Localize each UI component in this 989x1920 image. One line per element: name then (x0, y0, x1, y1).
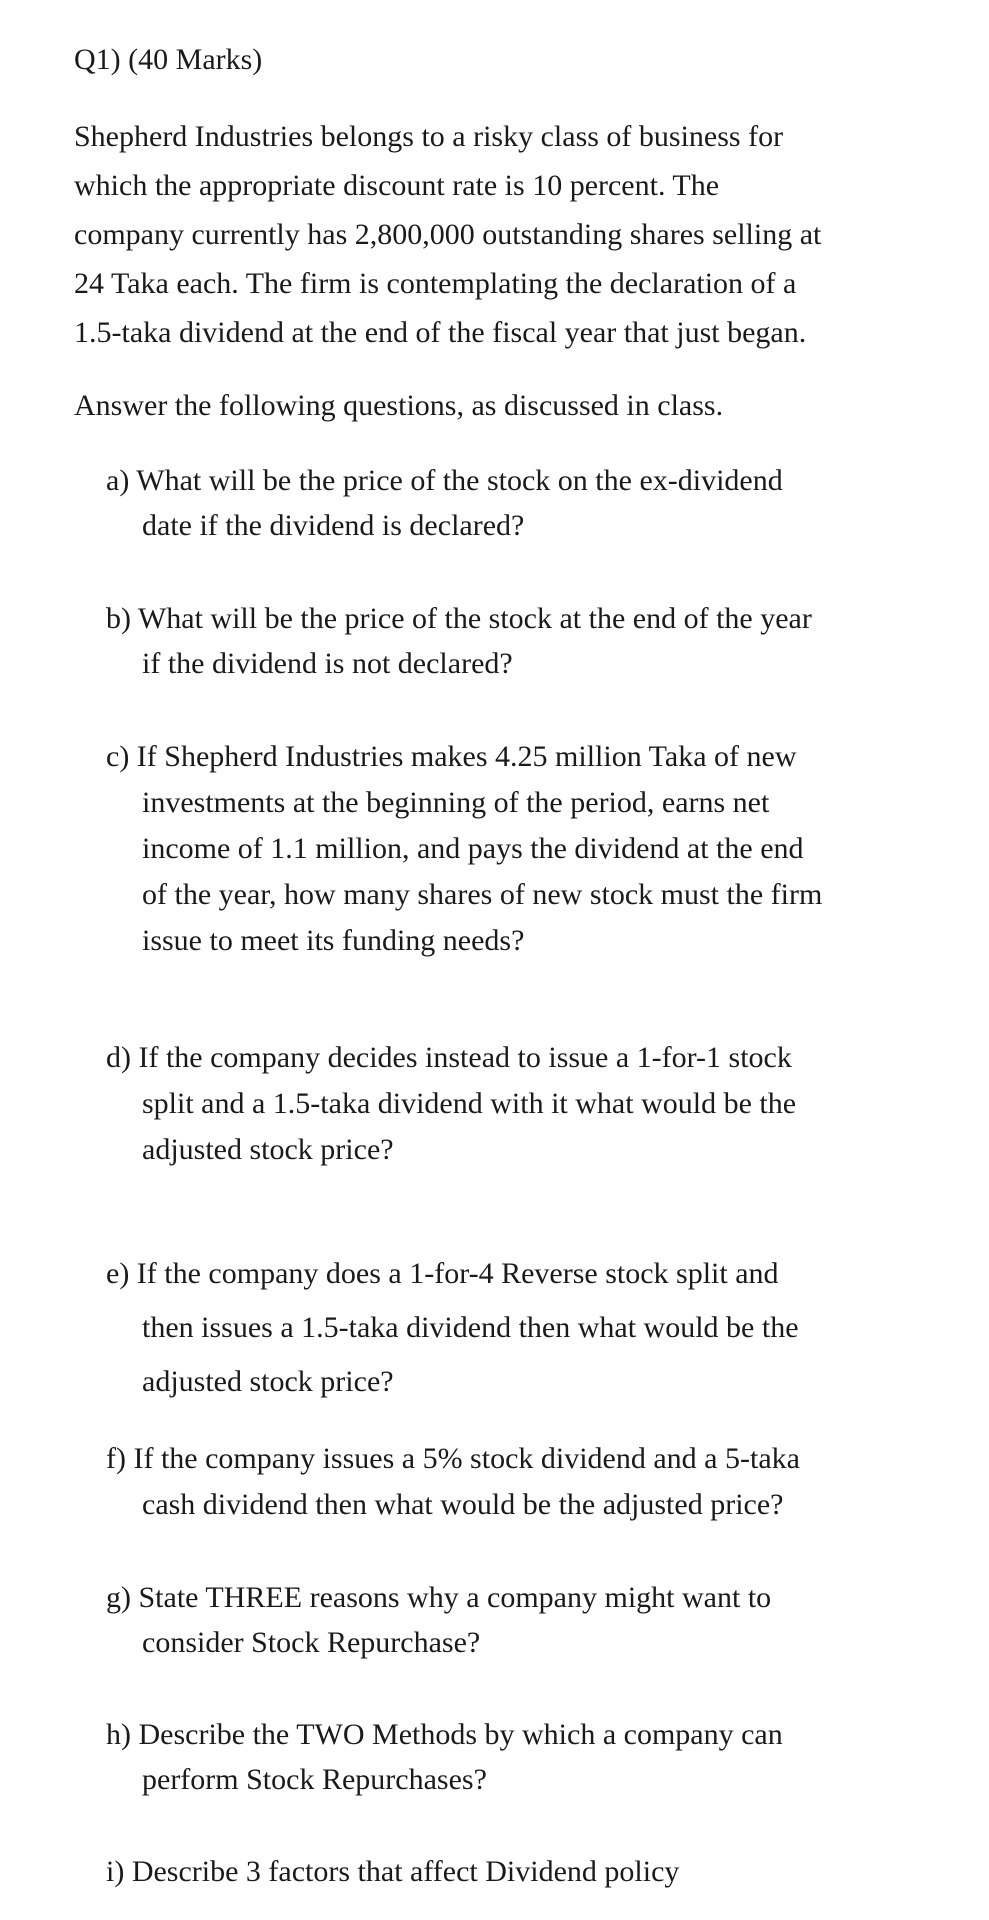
question-a (106, 458, 966, 548)
question-c (106, 734, 966, 964)
problem-statement (74, 112, 954, 357)
question-b (106, 596, 966, 686)
question-f (106, 1436, 966, 1528)
problem-statement-line: 1.5-taka dividend at the end of the fiscal year that just began. (74, 316, 807, 349)
question-line: then issues a 1.5-taka dividend then what would be the (142, 1311, 799, 1344)
question-line: consider Stock Repurchase? (142, 1626, 481, 1659)
question-e (106, 1247, 966, 1409)
question-line: split and a 1.5-taka dividend with it what would be the (142, 1087, 797, 1120)
question-line: investments at the beginning of the period, earns net (142, 786, 770, 819)
problem-statement-line: Shepherd Industries belongs to a risky class of business for (74, 120, 784, 153)
question-line: d) If the company decides instead to issue a 1-for-1 stock (106, 1041, 792, 1074)
question-line: b) What will be the price of the stock at the end of the year (106, 602, 812, 635)
instruction-text: Answer the following questions, as discussed in class. (74, 389, 724, 422)
question-d (106, 1035, 966, 1173)
problem-statement-line: which the appropriate discount rate is 10 percent. The (74, 169, 720, 202)
question-line: a) What will be the price of the stock on the ex-dividend (106, 464, 783, 497)
problem-statement-line: company currently has 2,800,000 outstanding shares selling at (74, 218, 822, 251)
question-i (106, 1849, 966, 1894)
question-line: date if the dividend is declared? (142, 509, 525, 542)
question-line: adjusted stock price? (142, 1133, 394, 1166)
question-line: cash dividend then what would be the adjusted price? (142, 1488, 784, 1521)
problem-statement-line: 24 Taka each. The firm is contemplating the declaration of a (74, 267, 797, 300)
question-g (106, 1575, 966, 1665)
question-h (106, 1712, 966, 1802)
question-line: h) Describe the TWO Methods by which a company can (106, 1718, 783, 1751)
question-line: adjusted stock price? (142, 1365, 394, 1398)
question-heading: Q1) (40 Marks) (74, 43, 263, 76)
question-line: c) If Shepherd Industries makes 4.25 million Taka of new (106, 740, 797, 773)
question-line: issue to meet its funding needs? (142, 924, 525, 957)
question-line: i) Describe 3 factors that affect Dividend policy (106, 1855, 680, 1888)
question-line: of the year, how many shares of new stock must the firm (142, 878, 823, 911)
question-line: income of 1.1 million, and pays the dividend at the end (142, 832, 804, 865)
question-line: g) State THREE reasons why a company might want to (106, 1581, 772, 1614)
question-line: f) If the company issues a 5% stock dividend and a 5-taka (106, 1442, 800, 1475)
question-line: if the dividend is not declared? (142, 647, 513, 680)
question-line: perform Stock Repurchases? (142, 1763, 487, 1796)
question-line: e) If the company does a 1-for-4 Reverse stock split and (106, 1257, 779, 1290)
